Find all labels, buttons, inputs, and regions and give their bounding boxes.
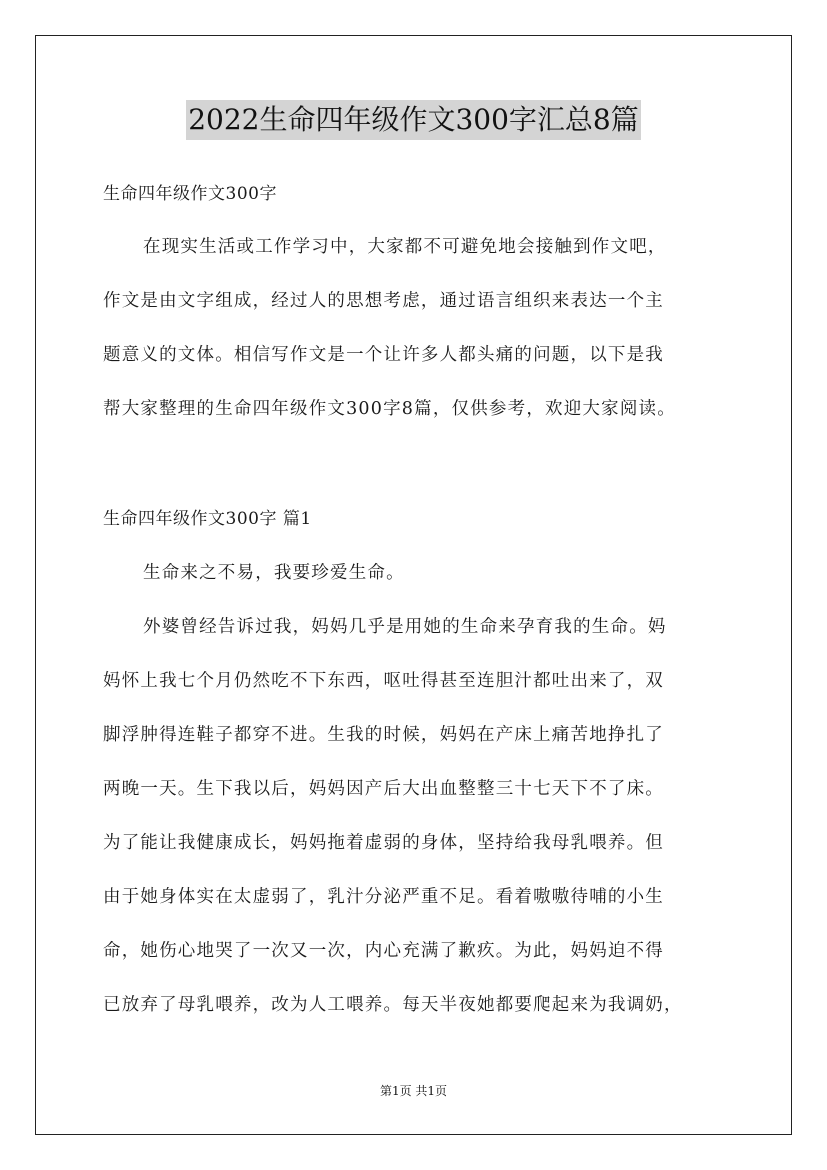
article-line: 命，她伤心地哭了一次又一次，内心充满了歉疚。为此，妈妈迫不得 [103, 941, 664, 961]
article-line: 为了能让我健康成长，妈妈拖着虚弱的身体，坚持给我母乳喂养。但 [103, 833, 664, 853]
article-line: 外婆曾经告诉过我，妈妈几乎是用她的生命来孕育我的生命。妈 [143, 617, 667, 637]
article-line: 生命来之不易，我要珍爱生命。 [143, 563, 405, 583]
title-container [0, 100, 827, 140]
article-line: 两晚一天。生下我以后，妈妈因产后大出血整整三十七天下不了床。 [103, 779, 664, 799]
intro-line: 题意义的文体。相信写作文是一个让许多人都头痛的问题，以下是我 [103, 345, 664, 365]
article-line: 脚浮肿得连鞋子都穿不进。生我的时候，妈妈在产床上痛苦地挣扎了 [103, 725, 664, 745]
document-title: 2022生命四年级作文300字汇总8篇 [186, 100, 641, 140]
intro-heading: 生命四年级作文300字 [103, 184, 277, 204]
page-footer: 第1页 共1页 [379, 1084, 448, 1098]
article-line: 妈怀上我七个月仍然吃不下东西，呕吐得甚至连胆汁都吐出来了，双 [103, 671, 664, 691]
intro-line: 在现实生活或工作学习中，大家都不可避免地会接触到作文吧， [143, 237, 667, 257]
article-line: 由于她身体实在太虚弱了，乳汁分泌严重不足。看着嗷嗷待哺的小生 [103, 887, 664, 907]
article-heading: 生命四年级作文300字 篇1 [103, 509, 312, 529]
intro-line: 作文是由文字组成，经过人的思想考虑，通过语言组织来表达一个主 [103, 291, 664, 311]
article-line: 已放弃了母乳喂养，改为人工喂养。每天半夜她都要爬起来为我调奶， [103, 995, 683, 1015]
intro-line: 帮大家整理的生命四年级作文300字8篇，仅供参考，欢迎大家阅读。 [103, 399, 676, 419]
